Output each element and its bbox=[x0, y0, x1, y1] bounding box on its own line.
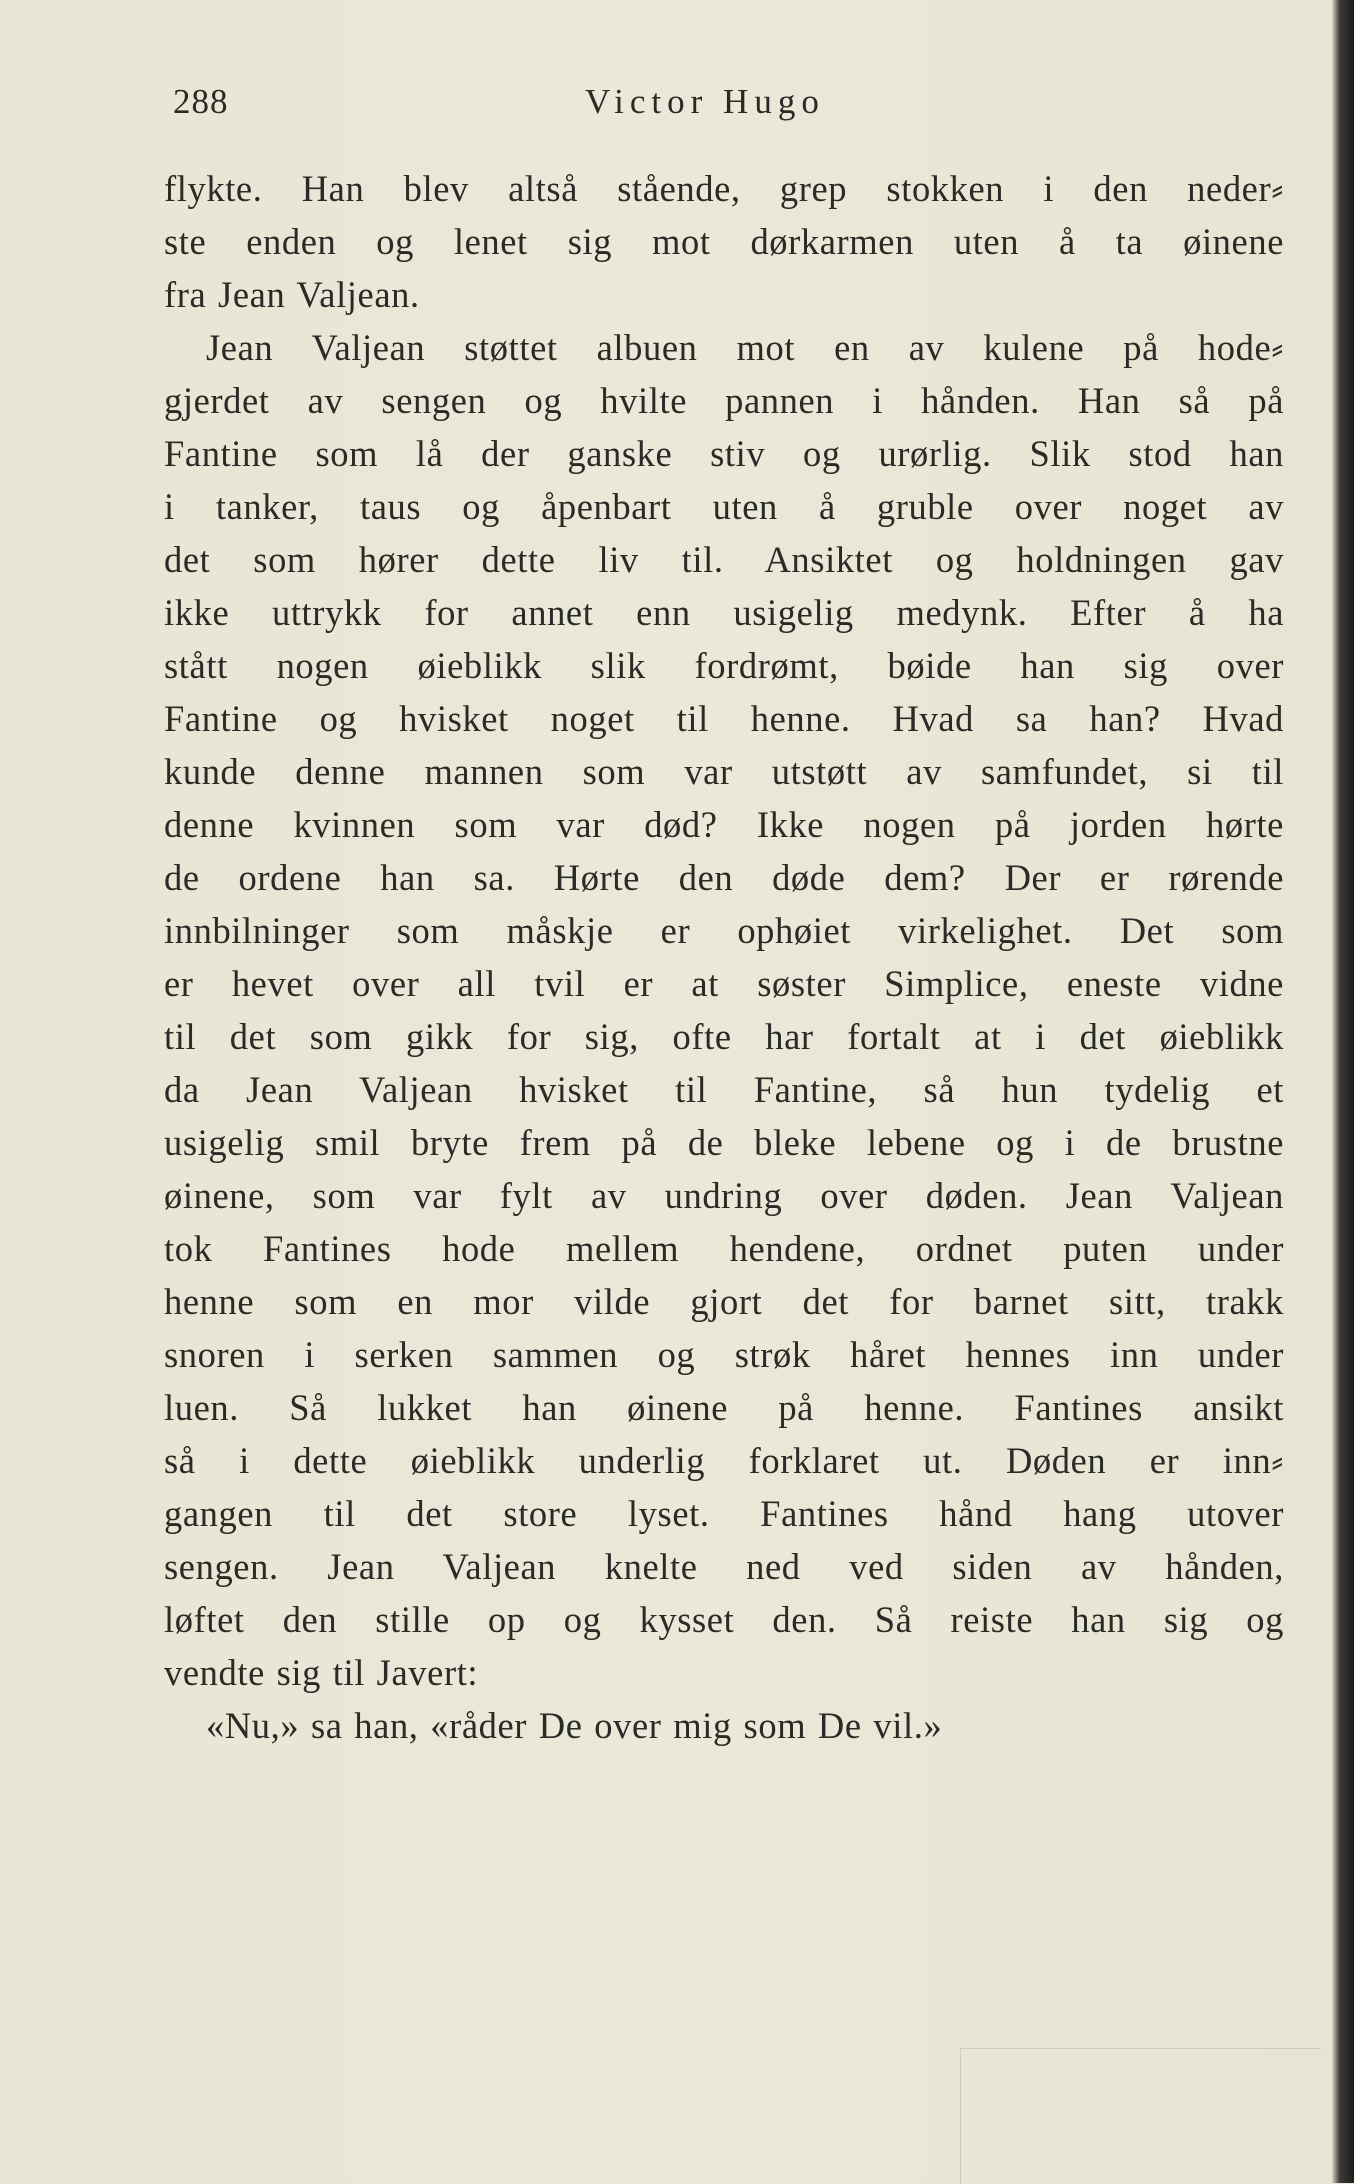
text-line: tok Fantines hode mellem hendene, ordnet puten under bbox=[164, 1228, 1284, 1269]
text-line: henne som en mor vilde gjort det for barnet sitt, trakk bbox=[164, 1281, 1284, 1322]
text-line: luen. Så lukket han øinene på henne. Fantines ansikt bbox=[164, 1387, 1284, 1428]
text-line: stått nogen øieblikk slik fordrømt, bøide han sig over bbox=[164, 645, 1284, 686]
text-line: fra Jean Valjean. bbox=[164, 274, 420, 315]
page-edge-shadow bbox=[1332, 0, 1354, 2183]
text-line: snoren i serken sammen og strøk håret hennes inn under bbox=[164, 1334, 1284, 1375]
text-line: Jean Valjean støttet albuen mot en av kulene på hode⸗ bbox=[206, 327, 1284, 368]
page-number: 288 bbox=[173, 82, 229, 121]
text-line: så i dette øieblikk underlig forklaret ut. Døden er inn⸗ bbox=[164, 1440, 1284, 1481]
text-line: innbilninger som måskje er ophøiet virkelighet. Det som bbox=[164, 910, 1284, 951]
text-line: er hevet over all tvil er at søster Simplice, eneste vidne bbox=[164, 963, 1284, 1004]
text-line: da Jean Valjean hvisket til Fantine, så hun tydelig et bbox=[164, 1069, 1284, 1110]
text-line: løftet den stille op og kysset den. Så reiste han sig og bbox=[164, 1599, 1284, 1640]
text-line: gjerdet av sengen og hvilte pannen i hånden. Han så på bbox=[164, 380, 1284, 421]
text-line: i tanker, taus og åpenbart uten å gruble over noget av bbox=[164, 486, 1284, 527]
running-title: Victor Hugo bbox=[585, 82, 825, 121]
text-line: vendte sig til Javert: bbox=[164, 1652, 479, 1693]
text-line: ste enden og lenet sig mot dørkarmen uten å ta øinene bbox=[164, 221, 1284, 262]
text-line: flykte. Han blev altså stående, grep stokken i den neder⸗ bbox=[164, 168, 1284, 209]
text-line: sengen. Jean Valjean knelte ned ved siden av hånden, bbox=[164, 1546, 1284, 1587]
text-line: Fantine og hvisket noget til henne. Hvad sa han? Hvad bbox=[164, 698, 1284, 739]
text-line: denne kvinnen som var død? Ikke nogen på jorden hørte bbox=[164, 804, 1284, 845]
text-line: til det som gikk for sig, ofte har fortalt at i det øieblikk bbox=[164, 1016, 1284, 1057]
text-line: det som hører dette liv til. Ansiktet og holdningen gav bbox=[164, 539, 1284, 580]
body-text bbox=[164, 162, 1284, 1752]
running-head bbox=[173, 82, 1203, 132]
text-line: kunde denne mannen som var utstøtt av samfundet, si til bbox=[164, 751, 1284, 792]
page-corner-mark bbox=[960, 2048, 1321, 2184]
text-line: ikke uttrykk for annet enn usigelig medynk. Efter å ha bbox=[164, 592, 1284, 633]
text-line: Fantine som lå der ganske stiv og urørlig. Slik stod han bbox=[164, 433, 1284, 474]
text-line: gangen til det store lyset. Fantines hånd hang utover bbox=[164, 1493, 1284, 1534]
text-line: de ordene han sa. Hørte den døde dem? Der er rørende bbox=[164, 857, 1284, 898]
text-line: øinene, som var fylt av undring over døden. Jean Valjean bbox=[164, 1175, 1284, 1216]
text-line: «Nu,» sa han, «råder De over mig som De vil.» bbox=[206, 1705, 943, 1746]
text-line: usigelig smil bryte frem på de bleke lebene og i de brustne bbox=[164, 1122, 1284, 1163]
